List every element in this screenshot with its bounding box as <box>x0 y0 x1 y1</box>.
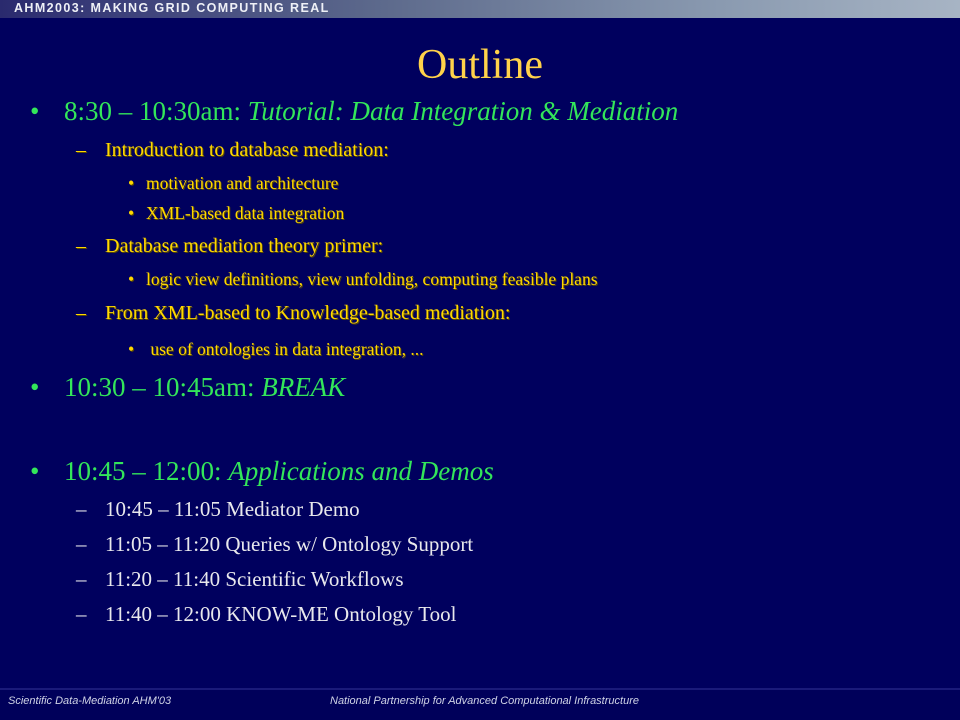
item-label: Applications and Demos <box>228 456 494 486</box>
footer-bar <box>0 688 960 720</box>
page-title: Outline <box>417 42 543 88</box>
dash-icon: – <box>76 567 87 591</box>
bullet-icon: • <box>30 96 40 126</box>
subitem-text: Database mediation theory primer: <box>105 235 384 257</box>
subsubitem-text: XML-based data integration <box>146 203 345 223</box>
bullet-icon: • <box>128 339 135 359</box>
bullet-icon: • <box>128 269 135 289</box>
header-banner <box>0 0 960 18</box>
subitem-text: Introduction to database mediation: <box>105 139 389 161</box>
bullet-icon: • <box>128 173 135 193</box>
dash-icon: – <box>76 302 86 324</box>
bullet-icon: • <box>128 203 135 223</box>
subsubitem-text: use of ontologies in data integration, ... <box>146 339 424 359</box>
banner-text: AHM2003: MAKING GRID COMPUTING REAL <box>14 1 330 15</box>
bullet-icon: • <box>30 372 40 402</box>
dash-icon: – <box>76 532 87 556</box>
dash-icon: – <box>76 235 86 257</box>
item-label: Tutorial: Data Integration & Mediation <box>247 96 679 126</box>
footer-divider <box>0 688 960 690</box>
dash-icon: – <box>76 139 86 161</box>
dash-icon: – <box>76 497 87 521</box>
subitem-text: 10:45 – 11:05 Mediator Demo <box>105 497 360 521</box>
footer-center-text: National Partnership for Advanced Computational Infrastructure <box>330 695 639 707</box>
subitem-text: 11:20 – 11:40 Scientific Workflows <box>105 567 404 591</box>
item-time: 8:30 – 10:30am: <box>64 96 248 126</box>
item-time: 10:30 – 10:45am: <box>64 372 262 402</box>
bullet-icon: • <box>30 456 40 486</box>
subitem-text: 11:05 – 11:20 Queries w/ Ontology Support <box>105 532 474 556</box>
item-time: 10:45 – 12:00: <box>64 456 229 486</box>
subitem-text: From XML-based to Knowledge-based mediation: <box>105 302 511 324</box>
footer-left-text: Scientific Data-Mediation AHM'03 <box>8 695 172 707</box>
subitem-text: 11:40 – 12:00 KNOW-ME Ontology Tool <box>105 602 457 626</box>
subsubitem-text: motivation and architecture <box>146 173 339 193</box>
item-label: BREAK <box>261 372 346 402</box>
subsubitem-text: logic view definitions, view unfolding, computing feasible plans <box>146 269 598 289</box>
dash-icon: – <box>76 602 87 626</box>
